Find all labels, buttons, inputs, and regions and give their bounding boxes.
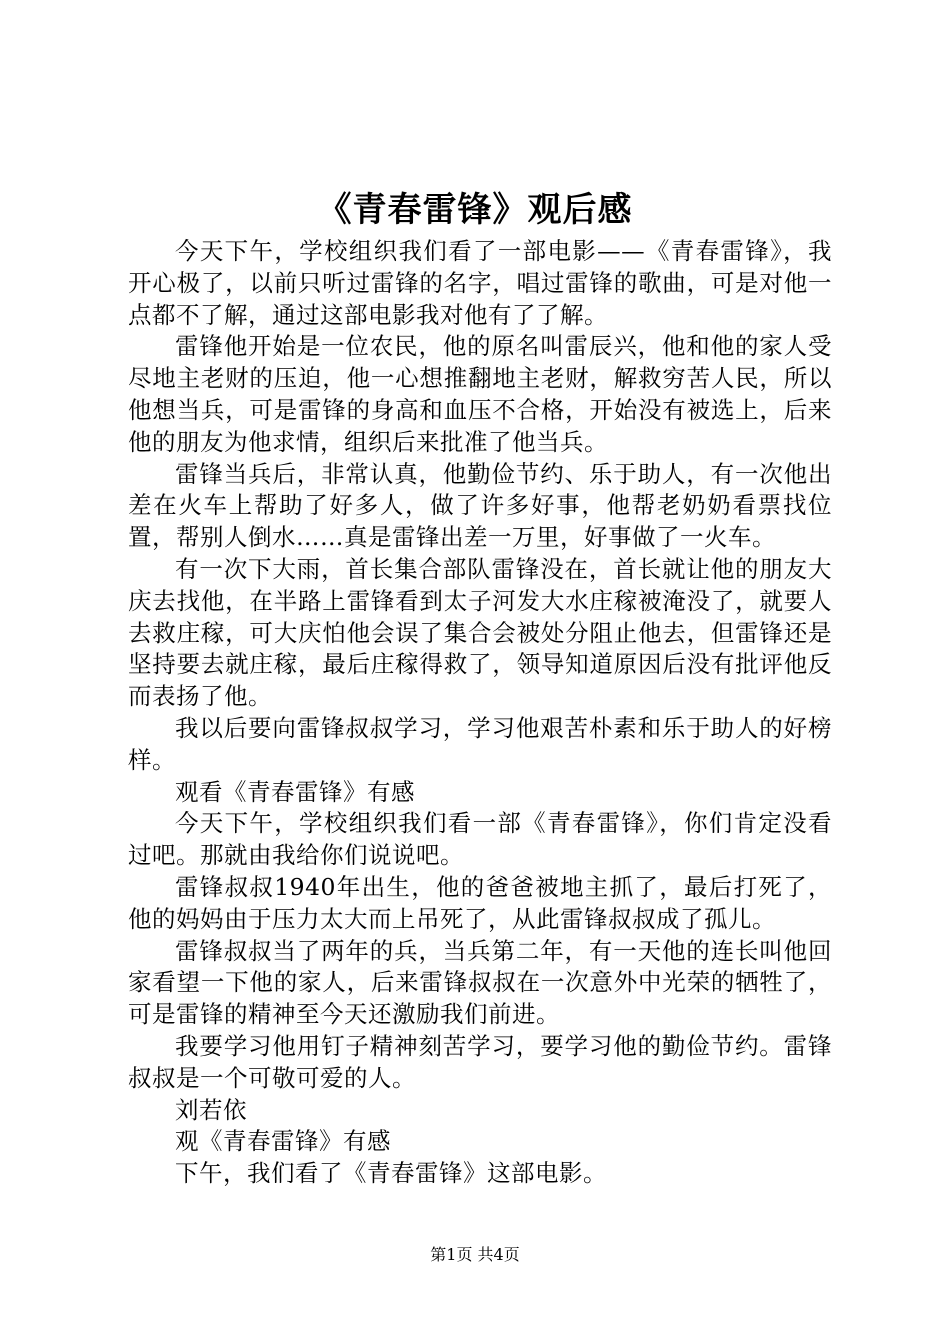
paragraph: 雷锋他开始是一位农民，他的原名叫雷辰兴，他和他的家人受尽地主老财的压迫，他一心想推翻地主老财，解救穷苦人民，所以他想当兵，可是雷锋的身高和血压不合格，开始没有被选上，后来他的朋友为他求情，组织后来批准了他当兵。 (128, 332, 832, 456)
paragraph: 下午，我们看了《青春雷锋》这部电影。 (175, 1159, 607, 1188)
paragraph: 我要学习他用钉子精神刻苦学习，要学习他的勤俭节约。雷锋叔叔是一个可敬可爱的人。 (128, 1031, 832, 1092)
section-heading: 观《青春雷锋》有感 (175, 1127, 391, 1156)
section-heading: 观看《青春雷锋》有感 (175, 777, 415, 806)
paragraph: 我以后要向雷锋叔叔学习，学习他艰苦朴素和乐于助人的好榜样。 (128, 713, 832, 774)
paragraph: 雷锋叔叔1940年出生，他的爸爸被地主抓了，最后打死了，他的妈妈由于压力太大而上吊死了，从此雷锋叔叔成了孤儿。 (128, 872, 832, 933)
paragraph: 今天下午，学校组织我们看了一部电影——《青春雷锋》，我开心极了，以前只听过雷锋的名字，唱过雷锋的歌曲，可是对他一点都不了解，通过这部电影我对他有了了解。 (128, 237, 832, 329)
paragraph: 雷锋当兵后，非常认真，他勤俭节约、乐于助人，有一次他出差在火车上帮助了好多人，做了许多好事，他帮老奶奶看票找位置，帮别人倒水……真是雷锋出差一万里，好事做了一火车。 (128, 459, 832, 552)
paragraph: 有一次下大雨，首长集合部队雷锋没在，首长就让他的朋友大庆去找他，在半路上雷锋看到太子河发大水庄稼被淹没了，就要人去救庄稼，可大庆怕他会误了集合会被处分阻止他去，但雷锋还是坚持要去就庄稼，最后庄稼得救了，领导知道原因后没有批评他反而表扬了他。 (128, 554, 832, 711)
document-title: 《青春雷锋》观后感 (317, 190, 633, 230)
page-number-footer: 第1页 共4页 (430, 1245, 520, 1264)
author-name: 刘若依 (175, 1095, 247, 1124)
paragraph: 雷锋叔叔当了两年的兵，当兵第二年，有一天他的连长叫他回家看望一下他的家人，后来雷锋叔叔在一次意外中光荣的牺牲了，可是雷锋的精神至今天还激励我们前进。 (128, 936, 832, 1029)
document-body (128, 236, 832, 1190)
paragraph: 今天下午，学校组织我们看一部《青春雷锋》，你们肯定没看过吧。那就由我给你们说说吧。 (128, 809, 832, 870)
